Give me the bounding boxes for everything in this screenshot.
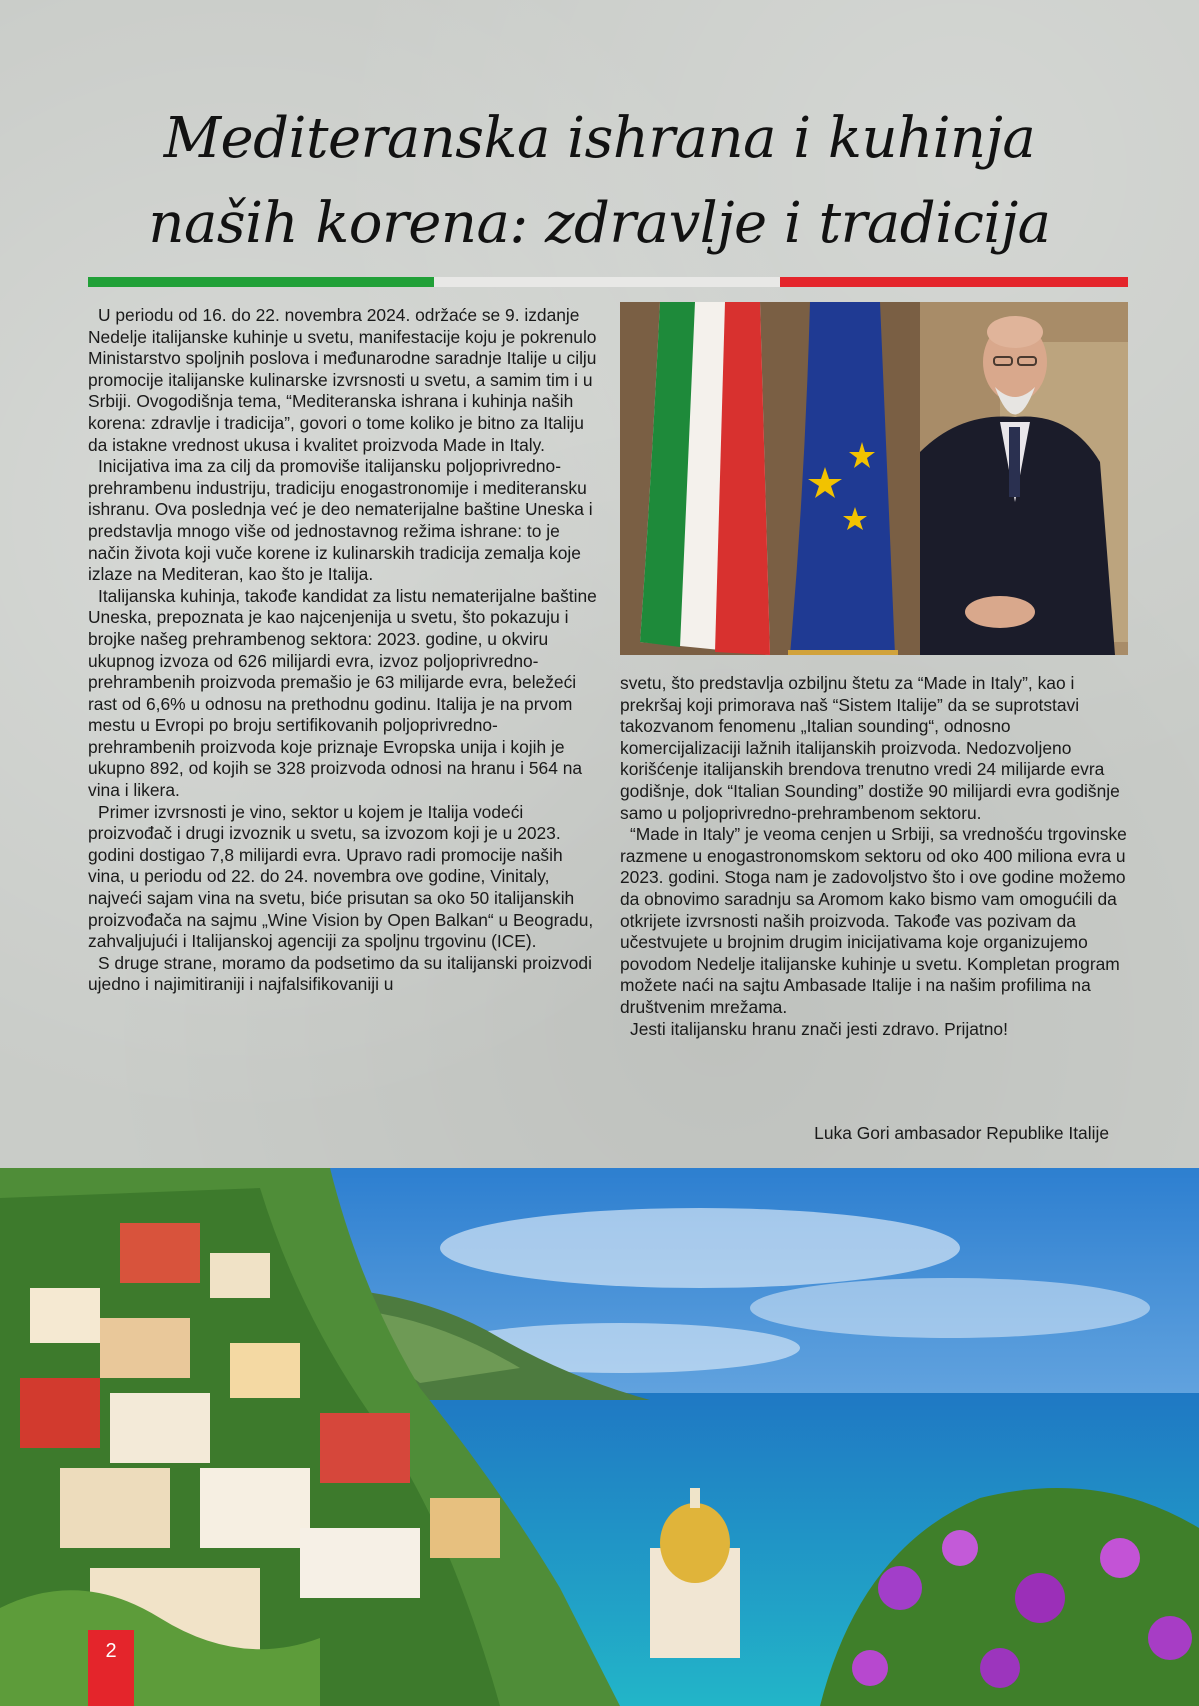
page-number: 2 <box>88 1630 134 1706</box>
article-column-right <box>620 673 1128 1040</box>
coastal-landscape-photo <box>0 1168 1199 1706</box>
title-line-1: Mediteranska ishrana i kuhinja <box>163 106 1036 171</box>
paragraph: Inicijativa ima za cilj da promoviše italijansku poljoprivredno-prehrambenu industriju, tradiciju enogastronomije i mediteransku ishranu. Ova poslednja već je deo nematerijalne baštine Uneska i predstavlja mnogo više od jednostavnog režima ishrane: to je način života koji vuče korene iz kulinarskih tradicija zemalja koje izlaze na Mediteran, kao što je Italija. <box>88 456 593 585</box>
author-signature: Luka Gori ambasador Republike Italije <box>814 1123 1109 1143</box>
paragraph: Jesti italijansku hranu znači jesti zdravo. Prijatno! <box>630 1018 1008 1039</box>
paragraph: Italijanska kuhinja, takođe kandidat za listu nematerijalne baštine Uneska, prepoznata je kao najcenjenija u svetu, što pokazuju i brojke našeg prehrambenog sektora: 2023. godine, u okviru ukupnog izvoza od 626 milijardi evra, izvoz poljoprivredno-prehrambenih proizvoda premašio je 63 milijarde evra, beležeći rast od 6,6% u odnosu na prethodnu godinu. Italija je na prvom mestu u Evropi po broju sertifikovanih poljoprivredno-prehrambenih proizvoda koje priznaje Evropska unija i kojih je ukupno 892, od kojih se 328 proizvoda odnosi na hranu i 564 na vina i likera. <box>88 585 597 801</box>
paragraph: svetu, što predstavlja ozbiljnu štetu za “Made in Italy”, kao i prekršaj koji primorava naš “Sistem Italije” da se suprotstavi takozvanom fenomenu „Italian sounding“, odnosno komercijalizaciji lažnih italijanskih proizvoda. Nedozvoljeno korišćenje italijanskih brendova trenutno vredi 24 milijarde evra godišnje, dok “Italian Sounding” dostiže 90 milijardi evra godišnje samo u poljoprivredno-prehrambenom sektoru. <box>620 673 1120 823</box>
paragraph: U periodu od 16. do 22. novembra 2024. održaće se 9. izdanje Nedelje italijanske kuhinje u svetu, manifestacije koju je pokrenulo Ministarstvo spoljnih poslova i međunarodne saradnje Italije u cilju promocije italijanske kulinarske izvrsnosti u svetu, a samim tim i u Srbiji. Ovogodišnja tema, “Mediteranska ishrana i kuhinja naših korena: zdravlje i tradicija”, govori o tome koliko je bitno za Italiju da istakne vrednost ukusa i kvalitet proizvoda Made in Italy. <box>88 305 597 455</box>
paragraph: S druge strane, moramo da podsetimo da su italijanski proizvodi ujedno i najimitiraniji i najfalsifikovaniji u <box>88 952 592 995</box>
flag-stripe-white <box>434 277 780 287</box>
paragraph: “Made in Italy” je veoma cenjen u Srbiji, sa vrednošću trgovinske razmene u enogastronomskom sektoru od oko 400 miliona evra u 2023. godini. Stoga nam je zadovoljstvo što i ove godine možemo da obnovimo saradnju sa Aromom kako bismo vam omogućili da otkrijete izvrsnosti naših proizvoda. Takođe vas pozivam da učestvujete u brojnim drugim inicijativama koje organizujemo povodom Nedelje italijanske kuhinje u svetu. Kompletan program možete naći na sajtu Ambasade Italije i na našim profilima na društvenim mrežama. <box>620 824 1127 1017</box>
article-column-left <box>88 305 598 996</box>
page-title <box>0 96 1199 266</box>
ambassador-photo <box>620 302 1128 655</box>
title-line-2: naših korena: zdravlje i tradicija <box>148 191 1051 257</box>
paragraph: Primer izvrsnosti je vino, sektor u kojem je Italija vodeći proizvođač i drugi izvoznik u svetu, sa izvozom koji je u 2023. godini dostigao 7,8 milijardi evra. Upravo radi promocije naših vina, u periodu od 22. do 24. novembra ove godine, Vinitaly, najveći sajam vina na svetu, biće prisutan sa oko 50 italijanskih proizvođača na sajmu „Wine Vision by Open Balkan“ u Beogradu, zahvaljujući i Italijanskoj agenciji za spoljnu trgovinu (ICE). <box>88 801 594 952</box>
flag-stripe-green <box>88 277 434 287</box>
flag-stripe-red <box>780 277 1128 287</box>
